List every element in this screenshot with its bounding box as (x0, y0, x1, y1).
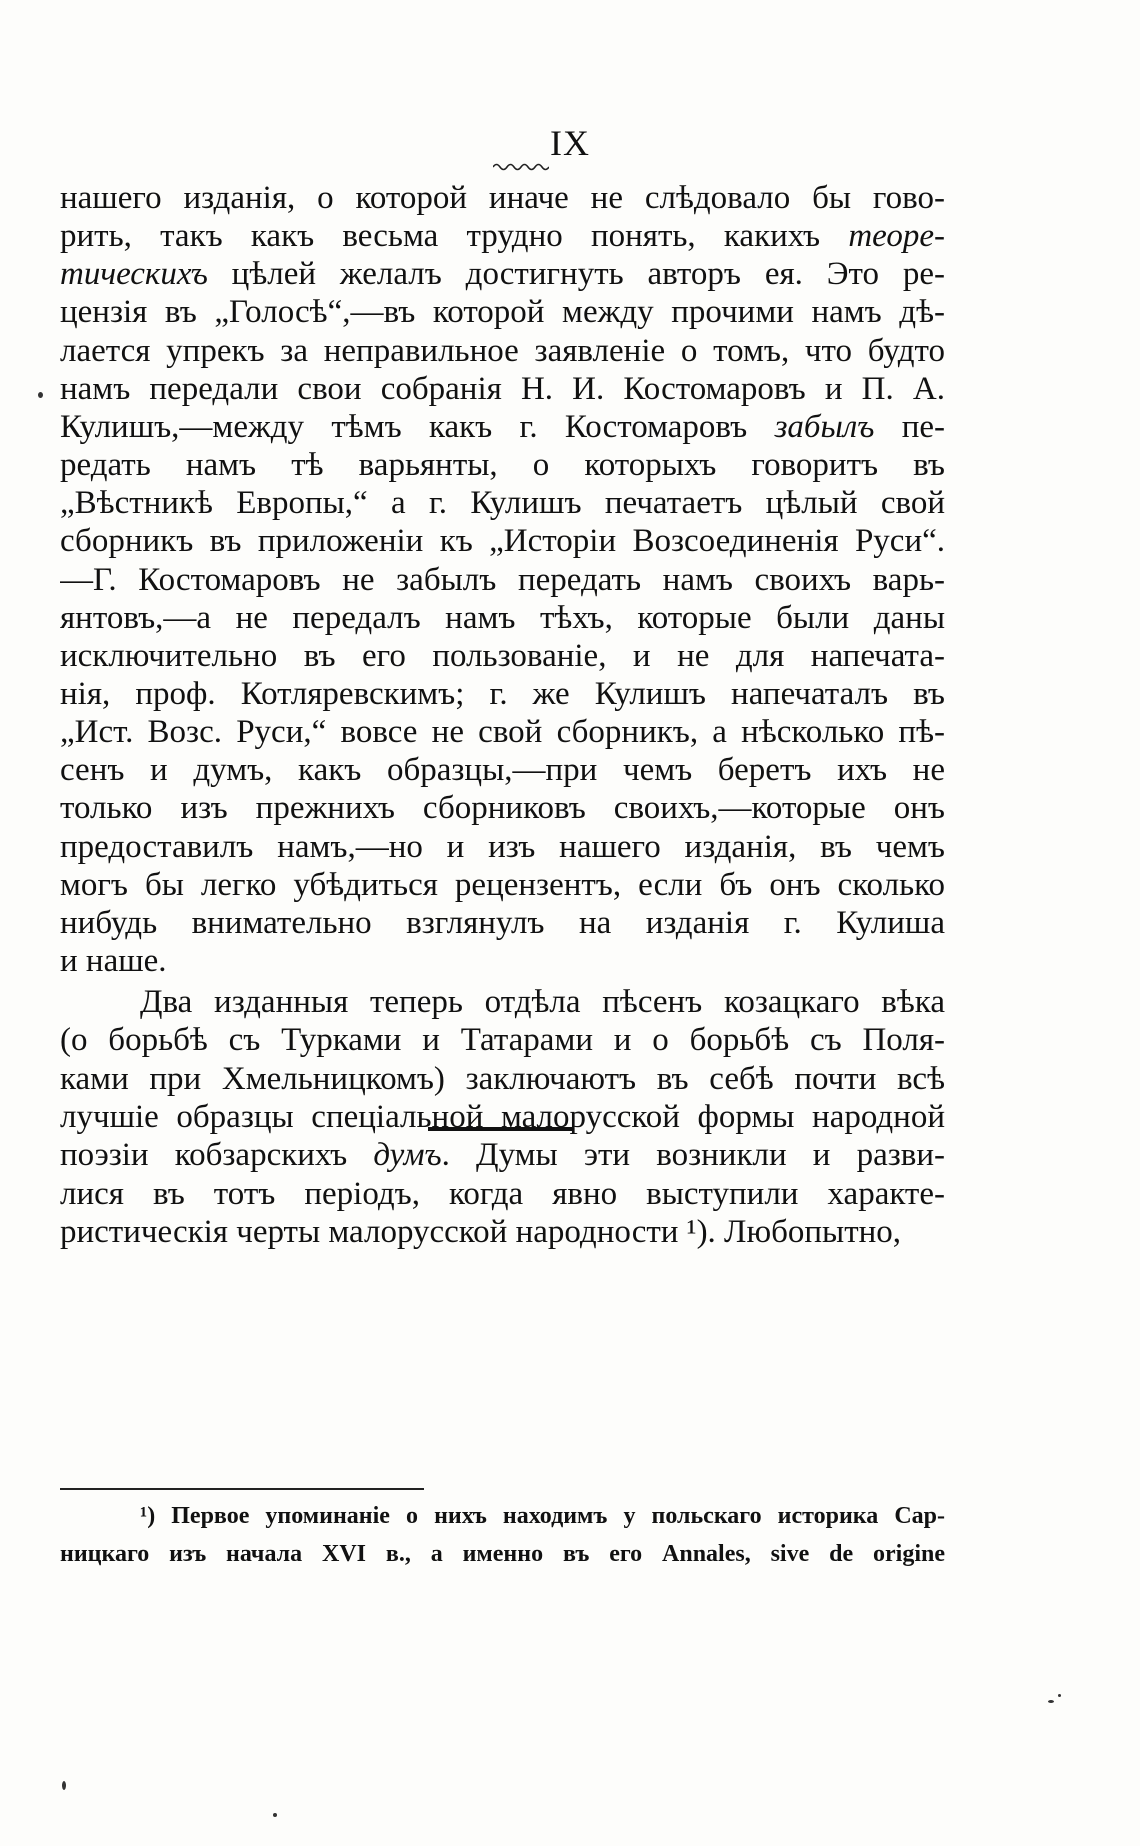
text-line: нія, проф. Котляревскимъ; г. же Кулишъ напечаталъ въ (60, 675, 945, 712)
text-line: поэзіи кобзарскихъ думъ. Думы эти возникли и разви- (60, 1137, 945, 1174)
text-line: сборникъ въ приложеніи къ „Исторіи Возсоединенія Руси“. (60, 523, 945, 560)
text-line: лися въ тотъ періодъ, когда явно выступили характе- (60, 1175, 945, 1212)
text-line: —Г. Костомаровъ не забылъ передать намъ своихъ варь- (60, 561, 945, 598)
text-line: цензія въ „Голосѣ“,—въ которой между прочими намъ дѣ- (60, 294, 945, 331)
text-line: могъ бы легко убѣдиться рецензентъ, если бъ онъ сколько (60, 866, 945, 903)
text-line: только изъ прежнихъ сборниковъ своихъ,—которые онъ (60, 790, 945, 827)
text-line: сенъ и думъ, какъ образцы,—при чемъ беретъ ихъ не (60, 752, 945, 789)
text-line: тическихъ цѣлей желалъ достигнуть авторъ ея. Это ре- (60, 256, 945, 293)
text-line: намъ передали свои собранія Н. И. Костомаровъ и П. А. (60, 370, 945, 407)
footnote-rule (60, 1488, 424, 1490)
ink-speck (1048, 1700, 1054, 1703)
margin-mark (38, 392, 43, 398)
text-line: лучшіе образцы спеціальной малорусской формы народной (60, 1098, 945, 1135)
text-line: лается упрекъ за неправильное заявленіе о томъ, что будто (60, 332, 945, 369)
text-line: предоставилъ намъ,—но и изъ нашего изданія, въ чемъ (60, 828, 945, 865)
ink-speck (1058, 1694, 1061, 1697)
text-line: ристическія черты малорусской народности ¹). Любопытно, (60, 1213, 902, 1250)
ink-speck (273, 1813, 277, 1817)
text-line: Кулишъ,—между тѣмъ какъ г. Костомаровъ забылъ пе- (60, 408, 945, 445)
text-line: (о борьбѣ съ Турками и Татарами и о борьбѣ съ Поля- (60, 1022, 945, 1059)
footnote-line: ницкаго изъ начала XVI в., а именно въ его Annales, sive de origine (60, 1541, 945, 1567)
text-line: исключительно въ его пользованіе, и не для напечата- (60, 637, 945, 674)
text-line: и наше. (60, 943, 167, 979)
ink-speck (62, 1781, 66, 1790)
text-line: редать намъ тѣ варьянты, о которыхъ говоритъ въ (60, 447, 945, 484)
page-number: IX (550, 123, 590, 163)
footnote-line: ¹) Первое упоминаніе о нихъ находимъ у польскаго историка Сар- (140, 1503, 945, 1529)
text-line: „Ист. Возс. Руси,“ вовсе не свой сборникъ, а нѣсколько пѣ- (60, 714, 945, 751)
text-line: нашего изданія, о которой иначе не слѣдовало бы гово- (60, 180, 945, 216)
text-line: Два изданныя теперь отдѣла пѣсенъ козацкаго вѣка (140, 984, 945, 1020)
text-line: рить, такъ какъ весьма трудно понять, какихъ теоре- (60, 218, 945, 255)
text-line: „Вѣстникѣ Европы,“ а г. Кулишъ печатаетъ цѣлый свой (60, 485, 945, 522)
page-number-ornament (493, 162, 549, 172)
text-line: нибудь внимательно взглянулъ на изданія г. Кулиша (60, 904, 945, 941)
text-line: янтовъ,—а не передалъ намъ тѣхъ, которые были даны (60, 599, 945, 636)
text-line: ками при Хмельницкомъ) заключаютъ въ себѣ почти всѣ (60, 1060, 945, 1097)
